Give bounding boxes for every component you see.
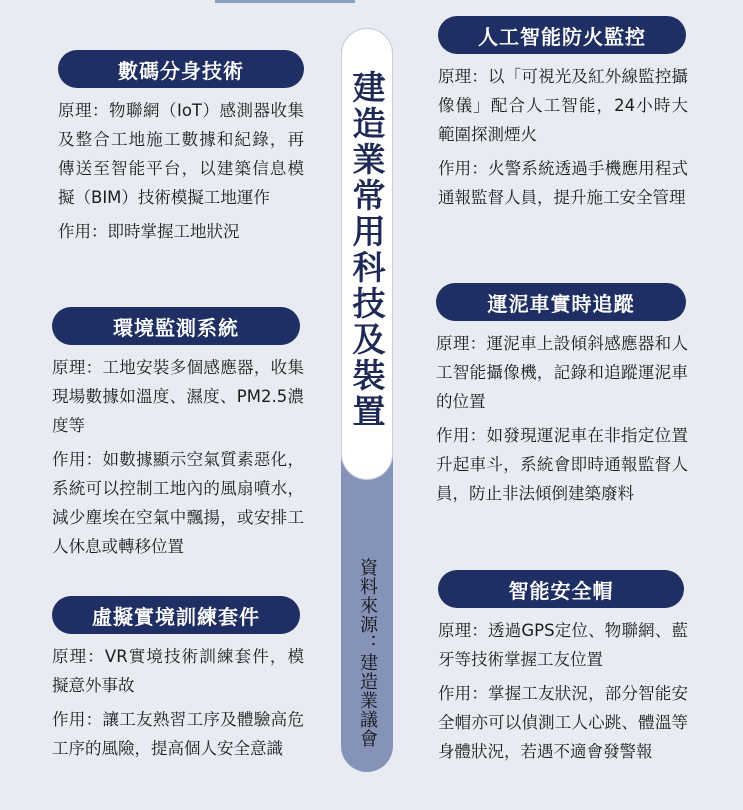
- block-digital-twin: [58, 50, 304, 246]
- usage-text: 作用：火警系統透過手機應用程式通報監督人員，提升施工安全管理: [438, 159, 688, 207]
- main-title: 建造業常用科技及裝置: [347, 70, 387, 430]
- usage-text: 作用：如數據顯示空氣質素惡化，系統可以控制工地內的風扇噴水，減少塵埃在空氣中飄揚，或安排工人休息或轉移位置: [52, 450, 304, 556]
- source-credit: 資料來源：建造業議會: [357, 558, 378, 748]
- usage-text: 作用：即時掌握工地狀況: [58, 222, 240, 241]
- top-rule: [215, 0, 355, 3]
- block-title: 虛擬實境訓練套件: [52, 596, 300, 634]
- block-vr-training: [52, 596, 304, 763]
- principle-text: 原理：物聯網（IoT）感測器收集及整合工地施工數據和紀錄，再傳送至智能平台，以建築信息模擬（BIM）技術模擬工地運作: [58, 101, 304, 207]
- block-title: 人工智能防火監控: [438, 16, 686, 54]
- principle-text: 原理：運泥車上設傾斜感應器和人工智能攝像機，記錄和追蹤運泥車的位置: [436, 334, 688, 411]
- principle-text: 原理：VR實境技術訓練套件，模擬意外事故: [52, 647, 304, 695]
- principle-text: 原理：透過GPS定位、物聯網、藍牙等技術掌握工友位置: [438, 621, 688, 669]
- usage-text: 作用：讓工友熟習工序及體驗高危工序的風險，提高個人安全意識: [52, 710, 304, 758]
- block-ai-fire-monitoring: [438, 16, 688, 212]
- usage-text: 作用：如發現運泥車在非指定位置升起車斗，系統會即時通報監督人員，防止非法傾倒建築廢料: [436, 426, 688, 503]
- block-title: 智能安全帽: [438, 570, 684, 608]
- usage-text: 作用：掌握工友狀況，部分智能安全帽亦可以偵測工人心跳、體溫等身體狀況，若遇不適會發警報: [438, 684, 688, 761]
- block-muck-truck-tracking: [436, 283, 688, 508]
- block-title: 數碼分身技術: [58, 50, 304, 88]
- principle-text: 原理：以「可視光及紅外線監控攝像儀」配合人工智能，24小時大範圍探測煙火: [438, 67, 688, 144]
- block-environment-monitoring: [52, 307, 304, 561]
- block-title: 運泥車實時追蹤: [436, 283, 686, 321]
- principle-text: 原理：工地安裝多個感應器，收集現場數據如溫度、濕度、PM2.5濃度等: [52, 358, 304, 435]
- block-title: 環境監測系統: [52, 307, 300, 345]
- block-smart-helmet: [438, 570, 688, 766]
